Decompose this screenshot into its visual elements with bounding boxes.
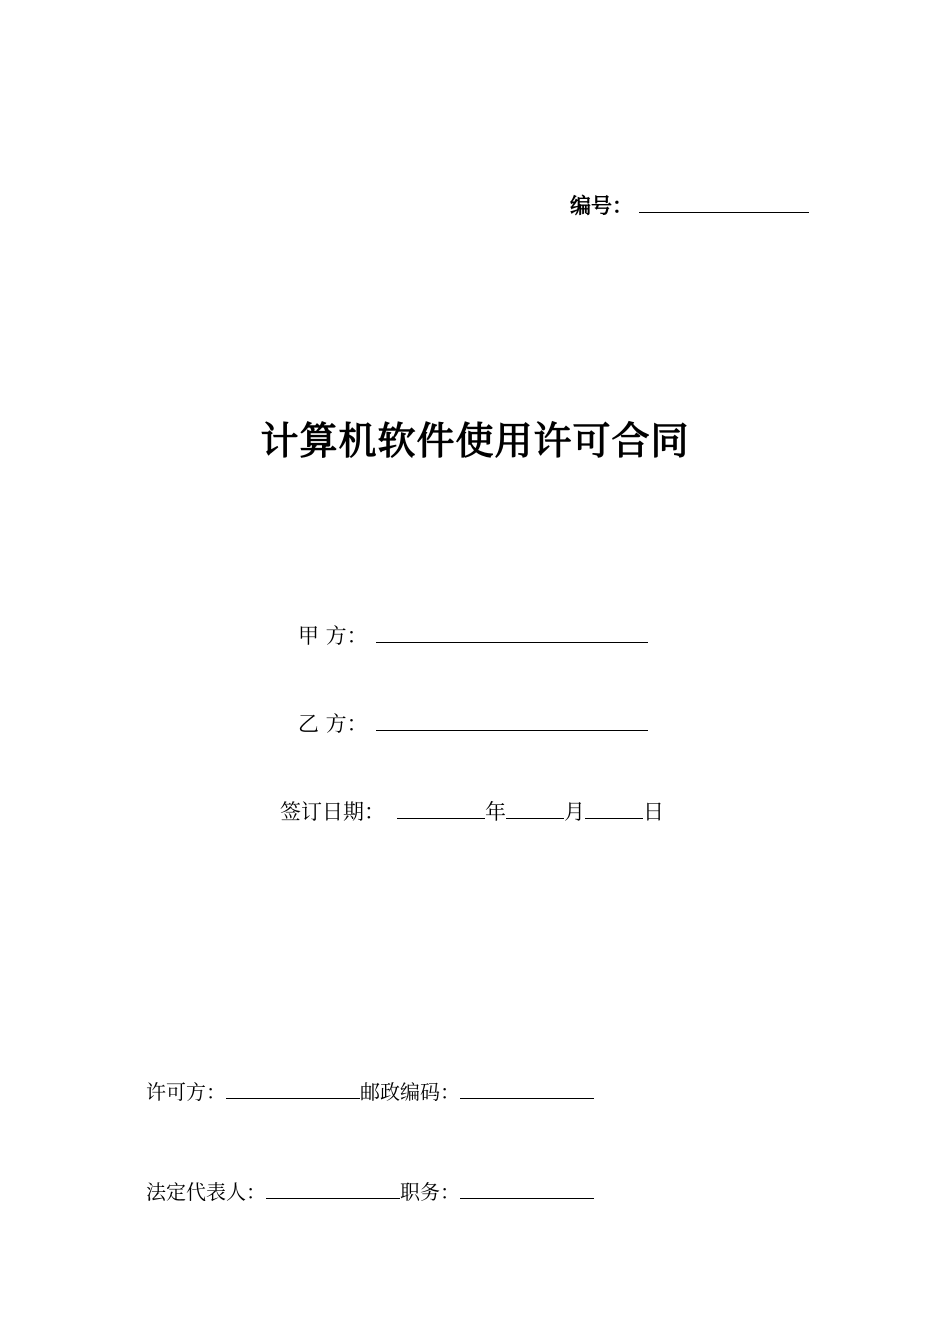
party-b-blank[interactable] (376, 708, 648, 731)
legal-representative-blank[interactable] (266, 1177, 400, 1199)
document-title: 计算机软件使用许可合同 (260, 419, 690, 463)
party-b-row (298, 708, 648, 738)
contract-number-row (570, 190, 809, 220)
sign-day-label: 日 (643, 800, 664, 824)
licensor-blank[interactable] (226, 1077, 360, 1099)
contract-number-blank[interactable] (639, 190, 809, 213)
position-label: 职务： (400, 1180, 460, 1204)
party-b-label: 乙 方： (298, 712, 368, 736)
legal-representative-label: 法定代表人： (146, 1180, 266, 1204)
party-a-label: 甲 方： (298, 624, 368, 648)
party-a-row (298, 620, 648, 650)
party-a-blank[interactable] (376, 620, 648, 643)
postcode-label: 邮政编码： (360, 1080, 460, 1104)
sign-day-blank[interactable] (585, 796, 643, 819)
representative-row (146, 1176, 594, 1205)
sign-date-label: 签订日期： (280, 800, 385, 824)
sign-year-blank[interactable] (397, 796, 485, 819)
sign-month-blank[interactable] (506, 796, 564, 819)
position-blank[interactable] (460, 1177, 594, 1199)
sign-date-row (280, 796, 664, 826)
licensor-row (146, 1076, 594, 1105)
contract-number-label: 编号： (570, 194, 633, 218)
sign-year-label: 年 (485, 800, 506, 824)
sign-month-label: 月 (564, 800, 585, 824)
licensor-label: 许可方： (146, 1080, 226, 1104)
postcode-blank[interactable] (460, 1077, 594, 1099)
